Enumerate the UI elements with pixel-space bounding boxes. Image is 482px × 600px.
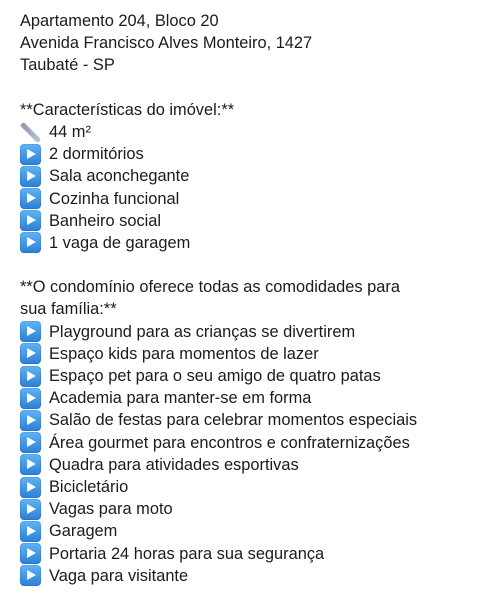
list-item <box>20 498 472 520</box>
list-item-text: Salão de festas para celebrar momentos especiais <box>49 411 418 430</box>
list-item-text: Vaga para visitante <box>49 566 189 585</box>
list-item-text: Espaço kids para momentos de lazer <box>49 344 319 363</box>
list-item <box>20 343 472 365</box>
list-item-text: 2 dormitórios <box>49 145 144 164</box>
list-item-text: Espaço pet para o seu amigo de quatro patas <box>49 367 381 385</box>
list-item <box>20 543 472 565</box>
play-button-icon <box>20 454 41 475</box>
play-button-icon <box>20 188 41 209</box>
list-item-text: 44 m² <box>49 122 91 141</box>
list-item <box>20 387 472 409</box>
list-item-text: Cozinha funcional <box>49 189 180 208</box>
play-button-icon <box>20 388 41 409</box>
list-item <box>20 365 472 387</box>
features-list <box>20 121 472 254</box>
list-item <box>20 476 472 498</box>
play-button-icon <box>20 166 41 187</box>
spacer <box>20 77 472 99</box>
list-item <box>20 121 472 143</box>
play-button-icon <box>20 499 41 520</box>
list-item <box>20 232 472 254</box>
list-item <box>20 188 472 210</box>
list-item <box>20 143 472 165</box>
play-button-icon <box>20 432 41 453</box>
play-button-icon <box>20 410 41 431</box>
list-item-text: 1 vaga de garagem <box>49 233 191 252</box>
list-item-text: Academia para manter-se em forma <box>49 389 312 408</box>
play-button-icon <box>20 210 41 231</box>
play-button-icon <box>20 543 41 564</box>
play-button-icon <box>20 232 41 253</box>
list-item-text: Garagem <box>49 522 118 541</box>
list-item <box>20 565 472 587</box>
play-button-icon <box>20 321 41 342</box>
address-line-3: Taubaté - SP <box>20 56 115 75</box>
list-item <box>20 165 472 187</box>
play-button-icon <box>20 521 41 542</box>
play-button-icon <box>20 343 41 364</box>
list-item-text: Vagas para moto <box>49 500 173 519</box>
list-item <box>20 409 472 431</box>
amenities-list <box>20 321 472 587</box>
ruler-icon <box>20 122 41 143</box>
list-item-text: Área gourmet para encontros e confraternizações <box>49 433 410 452</box>
list-item <box>20 454 472 476</box>
listing-text <box>20 10 472 587</box>
play-button-icon <box>20 144 41 165</box>
features-heading: **Características do imóvel:** <box>20 100 235 119</box>
list-item <box>20 520 472 542</box>
play-button-icon <box>20 477 41 498</box>
list-item-text: Sala aconchegante <box>49 167 190 186</box>
list-item <box>20 432 472 454</box>
list-item-text: Banheiro social <box>49 211 162 230</box>
play-button-icon <box>20 565 41 586</box>
list-item-text: Bicicletário <box>49 477 129 496</box>
list-item-text: Quadra para atividades esportivas <box>49 455 299 474</box>
address-line-2: Avenida Francisco Alves Monteiro, 1427 <box>20 34 313 53</box>
list-item <box>20 321 472 343</box>
list-item <box>20 210 472 232</box>
list-item-text: Playground para as crianças se divertirem <box>49 322 356 341</box>
spacer <box>20 254 472 276</box>
list-item-text: Portaria 24 horas para sua segurança <box>49 544 325 563</box>
amenities-heading-2: sua família:** <box>20 300 117 319</box>
amenities-heading-1: **O condomínio oferece todas as comodidades para <box>20 278 400 297</box>
address-line-1: Apartamento 204, Bloco 20 <box>20 12 219 30</box>
play-button-icon <box>20 366 41 387</box>
